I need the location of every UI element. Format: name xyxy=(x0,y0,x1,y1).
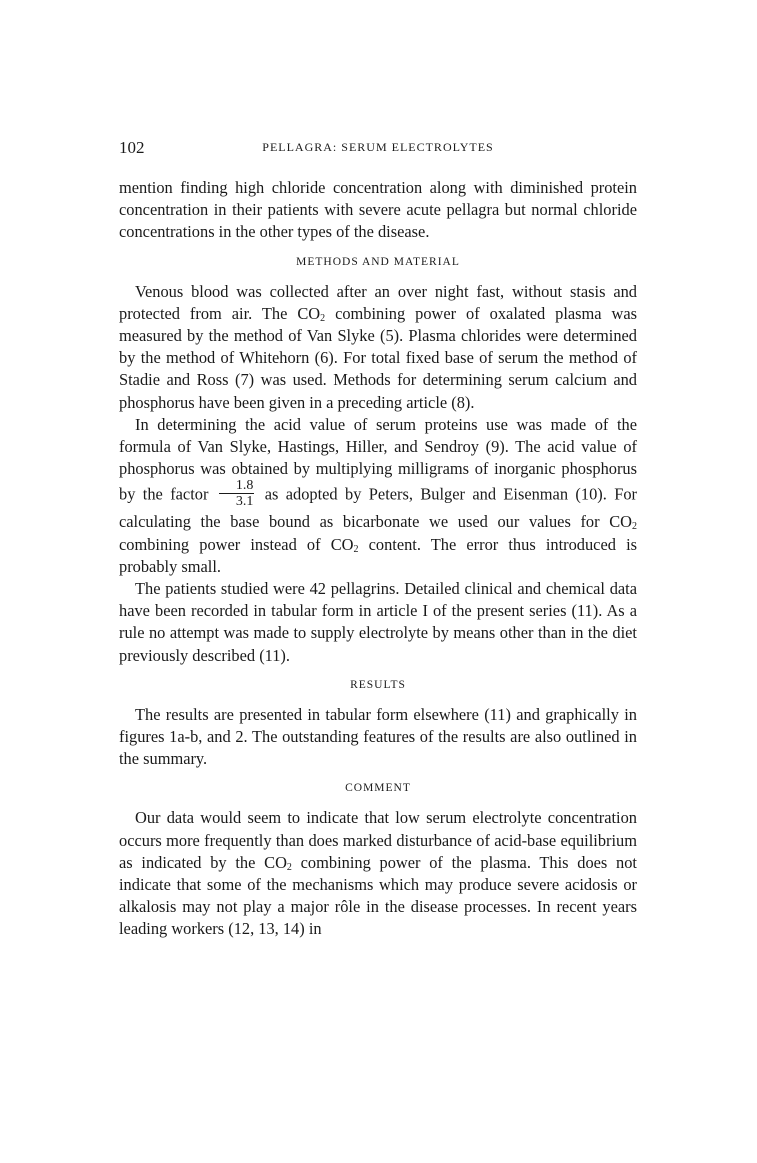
results-paragraph: The results are presented in tabular form elsewhere (11) and graphically in figures 1a-b, and 2. The outstanding features of the results are also outlined in the summary. xyxy=(119,704,637,769)
page-number: 102 xyxy=(119,138,145,157)
methods-paragraph-2 xyxy=(119,414,637,578)
methods-p1-text-a: Venous blood was collected after an over night fast, without stasis and protected from air. The CO xyxy=(119,281,637,323)
fraction-numerator: 1.8 xyxy=(219,478,255,494)
factor-fraction xyxy=(219,478,255,509)
comment-text-b: combining power of the plasma. This does not indicate that some of the mechanisms which may produce severe acidosis or alkalosis may not play a major rôle in the disease processes. In recent years leading workers (12, 13, 14) in xyxy=(119,852,637,939)
methods-p2-text-d: content. The error thus introduced is probably small. xyxy=(119,534,637,576)
co2-subscript: 2 xyxy=(353,543,359,555)
methods-p2-text-b: as adopted by Peters, Bulger and Eisenman (10). For calculating the base bound as bicarbonate we used our values for CO xyxy=(119,484,637,532)
co2-subscript: 2 xyxy=(286,861,292,873)
co2-subscript: 2 xyxy=(632,521,637,533)
results-heading: RESULTS xyxy=(350,678,406,691)
comment-heading: COMMENT xyxy=(345,782,411,795)
comment-text-a: Our data would seem to indicate that low serum electrolyte concentration occurs more frequently than does marked disturbance of acid-base equilibrium as indicated by the CO xyxy=(119,808,637,872)
methods-p2-text-c: combining power instead of CO xyxy=(119,534,354,554)
methods-heading: METHODS AND MATERIAL xyxy=(296,255,460,268)
intro-paragraph: mention finding high chloride concentration along with diminished protein concentration in their patients with severe acute pellagra but normal chloride concentrations in the other types of the disease. xyxy=(119,178,637,242)
methods-p1-text-b: combining power of oxalated plasma was measured by the method of Van Slyke (5). Plasma chlorides were determined by the method of Whitehorn (6). For total fixed base of serum the method of Stadie and Ross (7) was used. Methods for determining serum calcium and phosphorus have been given in a preceding article (8). xyxy=(119,303,638,412)
body-text xyxy=(119,177,637,941)
fraction-denominator: 3.1 xyxy=(235,494,254,510)
methods-p2-text-a: In determining the acid value of serum proteins use was made of the formula of Van Slyke, Hastings, Hiller, and Sendroy (9). The acid value of phosphorus was obtained by multiplying milligrams of inorganic phosphorus by the factor xyxy=(119,414,637,504)
co2-subscript: 2 xyxy=(320,312,326,324)
running-head xyxy=(119,138,637,158)
comment-paragraph xyxy=(119,807,637,940)
running-title: PELLAGRA: SERUM ELECTROLYTES xyxy=(262,140,494,154)
methods-paragraph-3: The patients studied were 42 pellagrins. Detailed clinical and chemical data have been recorded in tabular form in article I of the present series (11). As a rule no attempt was made to supply electrolyte by means other than in the diet previously described (11). xyxy=(119,579,637,665)
methods-paragraph-1 xyxy=(119,281,637,414)
